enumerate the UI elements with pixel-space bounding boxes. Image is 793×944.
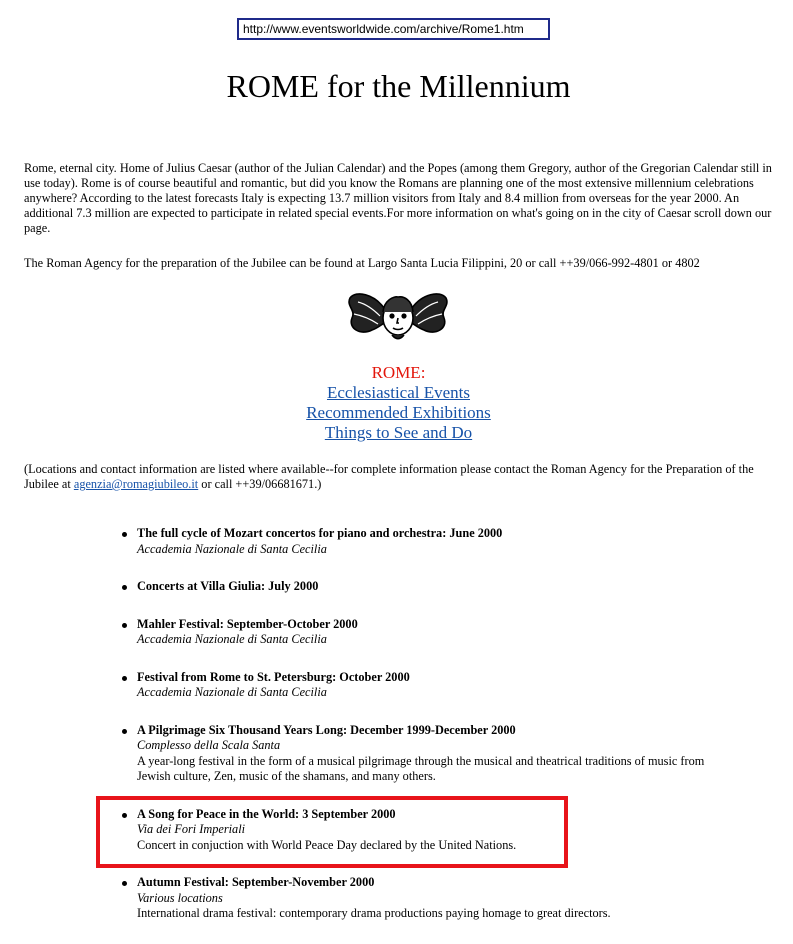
list-item [137, 670, 737, 701]
rome-label: ROME: [371, 363, 426, 382]
event-venue: Various locations [137, 890, 223, 905]
locations-text-before: (Locations and contact information are listed where available--for complete information please contact the Roman Agency for the Preparation of the Jubilee at [24, 462, 754, 491]
event-description: A year-long festival in the form of a musical pilgrimage through the musical and theatrical traditions of music from Jewish culture, Zen, music of the shamans, and many others. [137, 753, 705, 783]
event-venue: Complesso della Scala Santa [137, 738, 281, 752]
cherub-icon [346, 288, 450, 346]
agency-email-link[interactable]: agenzia@romagiubileo.it [73, 477, 199, 491]
event-title: Festival from Rome to St. Petersburg: October 2000 [137, 669, 410, 684]
events-list [137, 526, 737, 944]
list-item [137, 875, 737, 922]
event-venue: Accademia Nazionale di Santa Cecilia [137, 632, 327, 646]
page-title: ROME for the Millennium [226, 68, 571, 104]
highlight-box [96, 796, 568, 868]
url-field[interactable]: http://www.eventsworldwide.com/archive/Rome1.htm [237, 18, 550, 40]
event-title: Mahler Festival: September-October 2000 [137, 616, 358, 631]
link-recommended-exhibitions[interactable]: Recommended Exhibitions [306, 403, 491, 422]
locations-text-after: or call ++39/06681671.) [198, 477, 322, 491]
list-item [137, 526, 737, 557]
event-venue: Accademia Nazionale di Santa Cecilia [137, 541, 327, 556]
locations-note [24, 462, 776, 492]
event-title: Concerts at Villa Giulia: July 2000 [137, 579, 319, 593]
event-venue: Via dei Fori Imperiali [137, 822, 246, 836]
link-things-to-see[interactable]: Things to See and Do [324, 423, 473, 442]
link-ecclesiastical-events[interactable]: Ecclesiastical Events [326, 383, 471, 402]
list-item [137, 723, 737, 785]
event-title: A Pilgrimage Six Thousand Years Long: December 1999-December 2000 [137, 722, 516, 737]
agency-paragraph: The Roman Agency for the preparation of the Jubilee can be found at Largo Santa Lucia Filippini, 20 or call ++39/066-992-4801 or 4802 [24, 256, 700, 270]
event-description: Concert in conjuction with World Peace Day declared by the United Nations. [137, 837, 517, 852]
event-venue: Accademia Nazionale di Santa Cecilia [137, 685, 327, 699]
intro-paragraph: Rome, eternal city. Home of Julius Caesar (author of the Julian Calendar) and the Popes (among them Gregory, author of the Gregorian Calendar still in use today). Rome is of course beautiful and romantic, but did you know the Romans are planning one of the most extensive millennium celebrations anywhere? According to the latest forecasts Italy is expecting 13.7 million visitors from Italy and 8.4 million from overseas for the year 2000. An additional 7.3 million are expected to participate in related special events.For more information on what's going on in the city of Caesar scroll down our page. [24, 161, 772, 235]
event-description: International drama festival: contemporary drama productions paying homage to great directors. [137, 906, 611, 920]
list-item [137, 617, 737, 648]
list-item [137, 579, 737, 595]
rome-nav [0, 363, 793, 443]
event-title: The full cycle of Mozart concertos for piano and orchestra: June 2000 [137, 526, 503, 540]
event-title: Autumn Festival: September-November 2000 [137, 875, 375, 889]
event-title: A Song for Peace in the World: 3 September 2000 [137, 806, 396, 821]
